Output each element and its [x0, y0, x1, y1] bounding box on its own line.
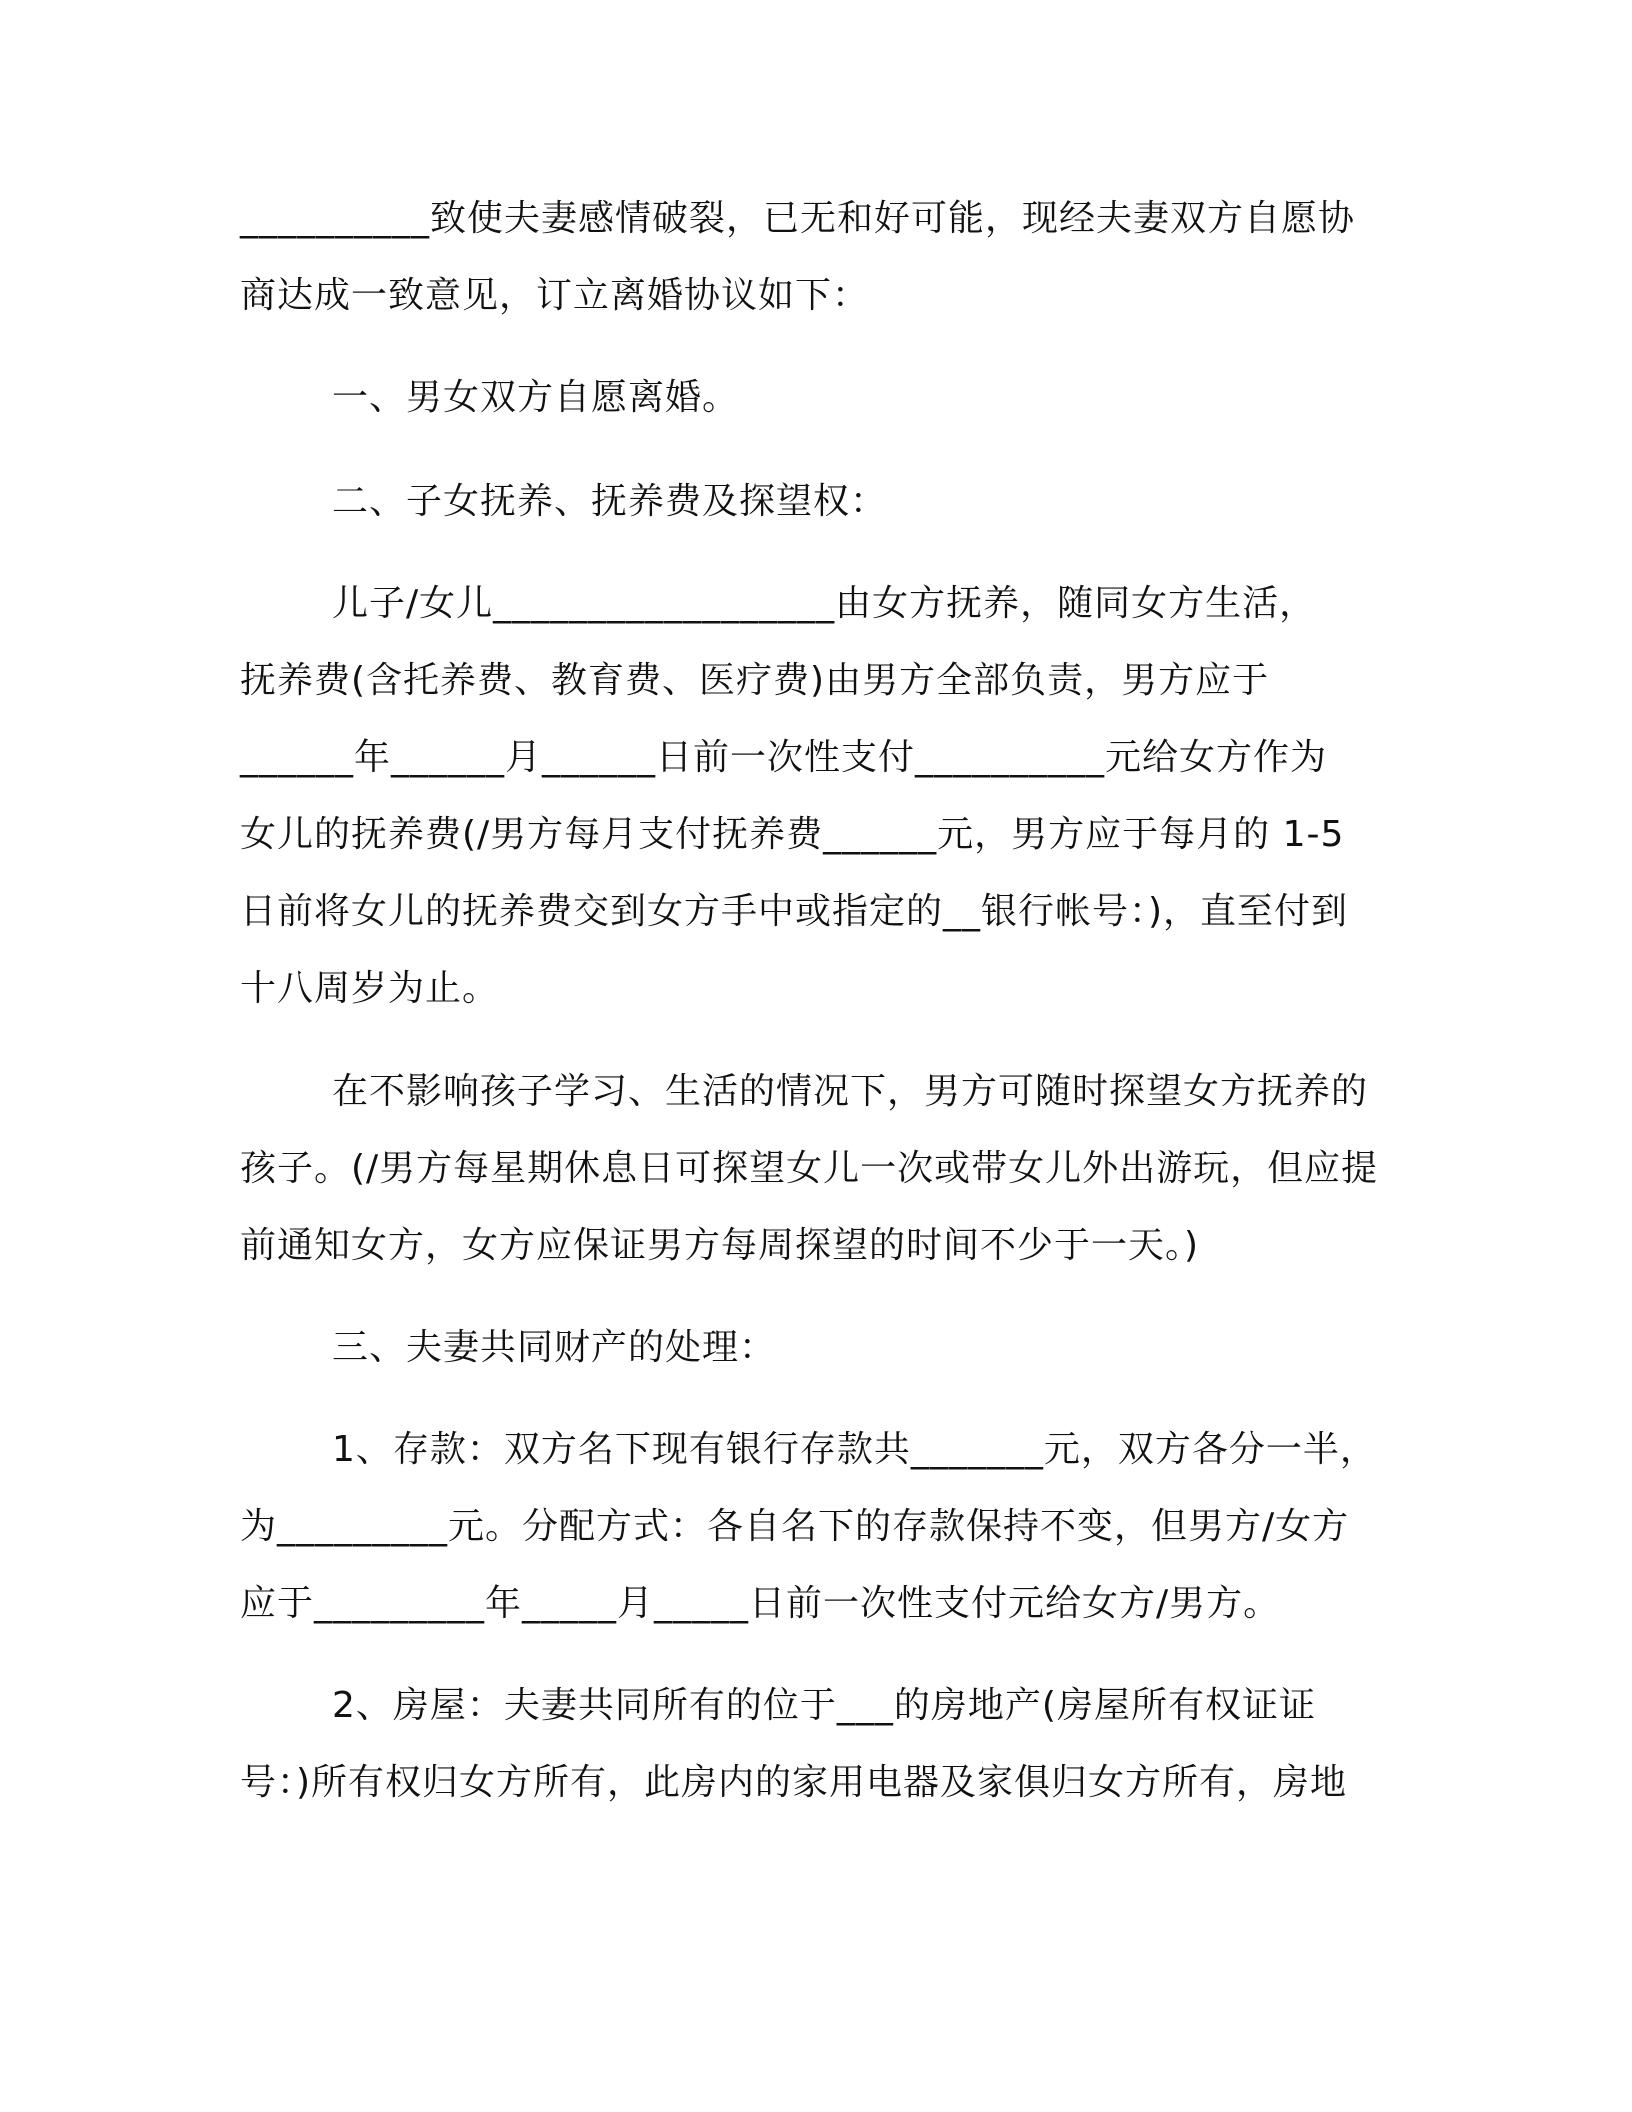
text-line-9: 日前将女儿的抚养费交到女方手中或指定的__银行帐号：)，直至付到: [240, 891, 1349, 932]
section-heading-3: 三、夫妻共同财产的处理：: [332, 1327, 777, 1368]
text-line-2: 商达成一致意见，订立离婚协议如下：: [240, 275, 870, 316]
text-line-6: 抚养费(含托养费、教育费、医疗费)由男方全部负责，男方应于: [240, 660, 1270, 701]
section-heading-1: 一、男女双方自愿离婚。: [332, 377, 740, 418]
text-line-16: 为_________元。分配方式：各自名下的存款保持不变，但男方/女方: [240, 1506, 1350, 1547]
text-line-7: ______年______月______日前一次性支付__________元给女方作为: [240, 737, 1328, 778]
text-line-10: 十八周岁为止。: [240, 968, 500, 1009]
text-line-13: 前通知女方，女方应保证男方每周探望的时间不少于一天。): [240, 1225, 1200, 1266]
text-line-5: 儿子/女儿__________________由女方抚养，随同女方生活，: [332, 583, 1317, 624]
text-line-12: 孩子。(/男方每星期休息日可探望女儿一次或带女儿外出游玩，但应提: [240, 1148, 1379, 1189]
section-heading-2: 二、子女抚养、抚养费及探望权：: [332, 481, 888, 522]
text-line-15: 1、存款：双方名下现有银行存款共_______元，双方各分一半，: [332, 1429, 1377, 1470]
text-line-8: 女儿的抚养费(/男方每月支付抚养费______元，男方应于每月的 1-5: [240, 814, 1345, 855]
text-line-18: 2、房屋：夫妻共同所有的位于___的房地产(房屋所有权证证: [332, 1685, 1316, 1726]
text-line-19: 号：)所有权归女方所有，此房内的家用电器及家俱归女方所有，房地: [240, 1762, 1348, 1803]
text-line-11: 在不影响孩子学习、生活的情况下，男方可随时探望女方抚养的: [332, 1071, 1369, 1112]
text-line-17: 应于_________年_____月_____日前一次性支付元给女方/男方。: [240, 1583, 1281, 1624]
text-line-1: __________致使夫妻感情破裂，已无和好可能，现经夫妻双方自愿协: [240, 198, 1356, 239]
